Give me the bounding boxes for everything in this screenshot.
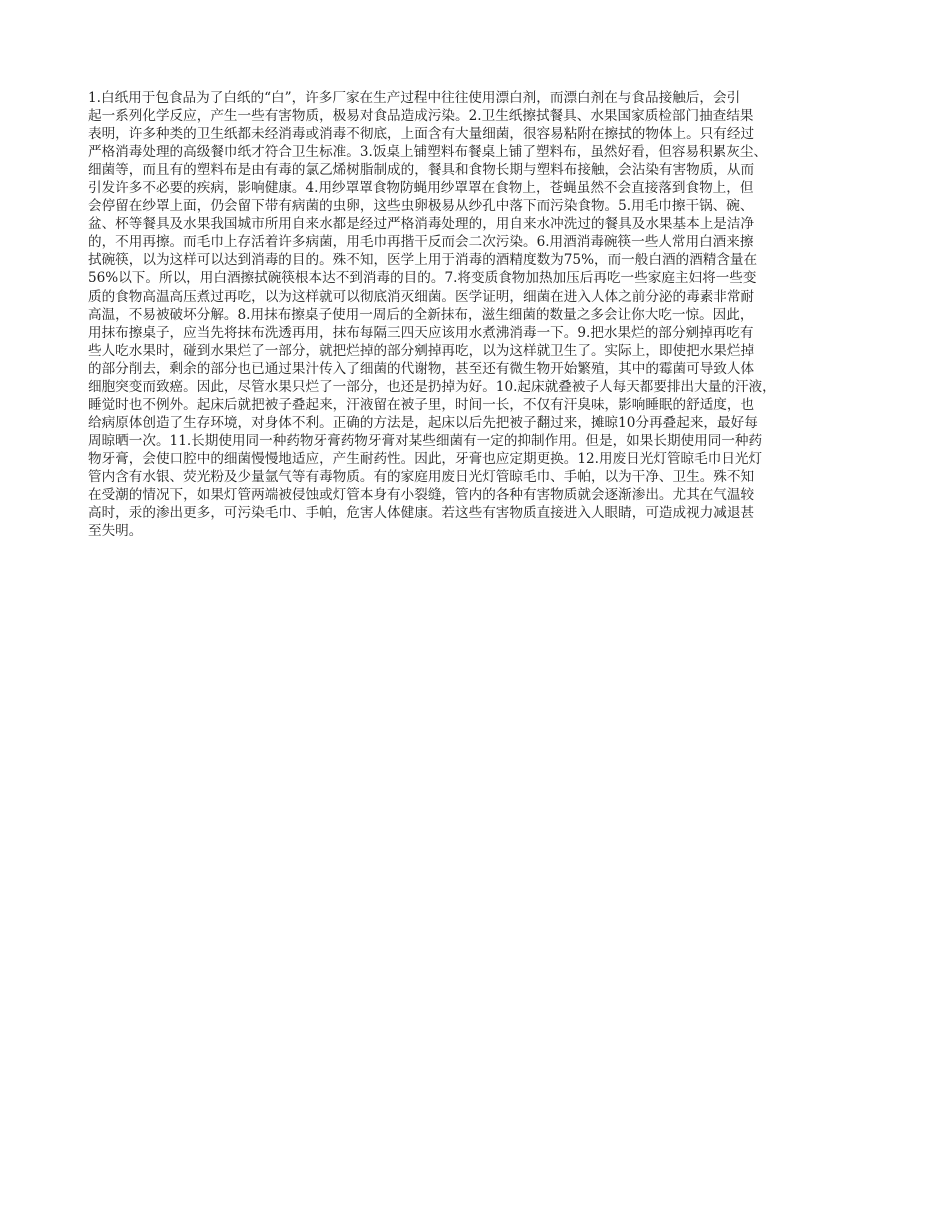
text-line: 物牙膏，会使口腔中的细菌慢慢地适应，产生耐药性。因此，牙膏也应定期更换。12.用废日光灯管晾毛巾日光灯: [88, 450, 763, 467]
text-line: 用抹布擦桌子，应当先将抹布洗透再用，抹布每隔三四天应该用水煮沸消毒一下。9.把水果烂的部分剜掉再吃有: [88, 324, 754, 341]
text-line: 起一系列化学反应，产生一些有害物质，极易对食品造成污染。2.卫生纸擦拭餐具、水果国家质检部门抽查结果: [88, 108, 754, 125]
text-line: 高温，不易被破坏分解。8.用抹布擦桌子使用一周后的全新抹布，滋生细菌的数量之多会让你大吃一惊。因此，: [88, 306, 754, 323]
text-line: 引发许多不必要的疾病，影响健康。4.用纱罩罩食物防蝇用纱罩罩在食物上，苍蝇虽然不会直接落到食物上，但: [88, 180, 754, 197]
text-line: 细胞突变而致癌。因此，尽管水果只烂了一部分，也还是扔掉为好。10.起床就叠被子人每天都要排出大量的汗液，: [88, 378, 776, 395]
text-line: 56%以下。所以，用白酒擦拭碗筷根本达不到消毒的目的。7.将变质食物加热加压后再吃一些家庭主妇将一些变: [88, 270, 757, 287]
text-line: 质的食物高温高压煮过再吃，以为这样就可以彻底消灭细菌。医学证明，细菌在进入人体之前分泌的毒素非常耐: [88, 288, 755, 305]
text-line: 周晾晒一次。11.长期使用同一种药物牙膏药物牙膏对某些细菌有一定的抑制作用。但是，如果长期使用同一种药: [88, 432, 763, 449]
text-line: 给病原体创造了生存环境，对身体不利。正确的方法是，起床以后先把被子翻过来，摊晾10分再叠起来，最好每: [88, 414, 758, 431]
text-line: 高时，汞的渗出更多，可污染毛巾、手帕，危害人体健康。若这些有害物质直接进入人眼睛，可造成视力减退甚: [88, 505, 755, 522]
text-line: 1.白纸用于包食品为了白纸的“白”，许多厂家在生产过程中往往使用漂白剂，而漂白剂在与食品接触后，会引: [88, 90, 741, 106]
text-line: 细菌等，而且有的塑料布是由有毒的氯乙烯树脂制成的，餐具和食物长期与塑料布接触，会沾染有害物质，从而: [88, 162, 755, 179]
text-line: 拭碗筷，以为这样可以达到消毒的目的。殊不知，医学上用于消毒的酒精度数为75%，而一般白酒的酒精含量在: [88, 252, 758, 269]
text-line: 会停留在纱罩上面，仍会留下带有病菌的虫卵，这些虫卵极易从纱孔中落下而污染食物。5.用毛巾擦干锅、碗、: [88, 198, 754, 215]
text-line: 管内含有水银、荧光粉及少量氩气等有毒物质。有的家庭用废日光灯管晾毛巾、手帕，以为干净、卫生。殊不知: [88, 468, 755, 485]
text-line: 在受潮的情况下，如果灯管两端被侵蚀或灯管本身有小裂缝，管内的各种有害物质就会逐渐渗出。尤其在气温较: [88, 487, 755, 504]
text-line: 睡觉时也不例外。起床后就把被子叠起来，汗液留在被子里，时间一长，不仅有汗臭味，影响睡眠的舒适度，也: [88, 396, 755, 413]
text-line: 表明，许多种类的卫生纸都未经消毒或消毒不彻底，上面含有大量细菌，很容易粘附在擦拭的物体上。只有经过: [88, 126, 755, 143]
article-body: [88, 89, 878, 540]
text-line: 的部分削去，剩余的部分也已通过果汁传入了细菌的代谢物，甚至还有微生物开始繁殖，其中的霉菌可导致人体: [88, 360, 755, 377]
text-line: 些人吃水果时，碰到水果烂了一部分，就把烂掉的部分剜掉再吃，以为这样就卫生了。实际上，即使把水果烂掉: [88, 342, 755, 359]
text-line: 严格消毒处理的高级餐巾纸才符合卫生标准。3.饭桌上铺塑料布餐桌上铺了塑料布，虽然好看，但容易积累灰尘、: [88, 144, 768, 161]
text-line: 至失明。: [88, 523, 143, 540]
text-line: 的，不用再擦。而毛巾上存活着许多病菌，用毛巾再揩干反而会二次污染。6.用酒消毒碗筷一些人常用白酒来擦: [88, 234, 754, 251]
text-line: 盆、杯等餐具及水果我国城市所用自来水都是经过严格消毒处理的，用自来水冲洗过的餐具及水果基本上是洁净: [88, 216, 755, 233]
